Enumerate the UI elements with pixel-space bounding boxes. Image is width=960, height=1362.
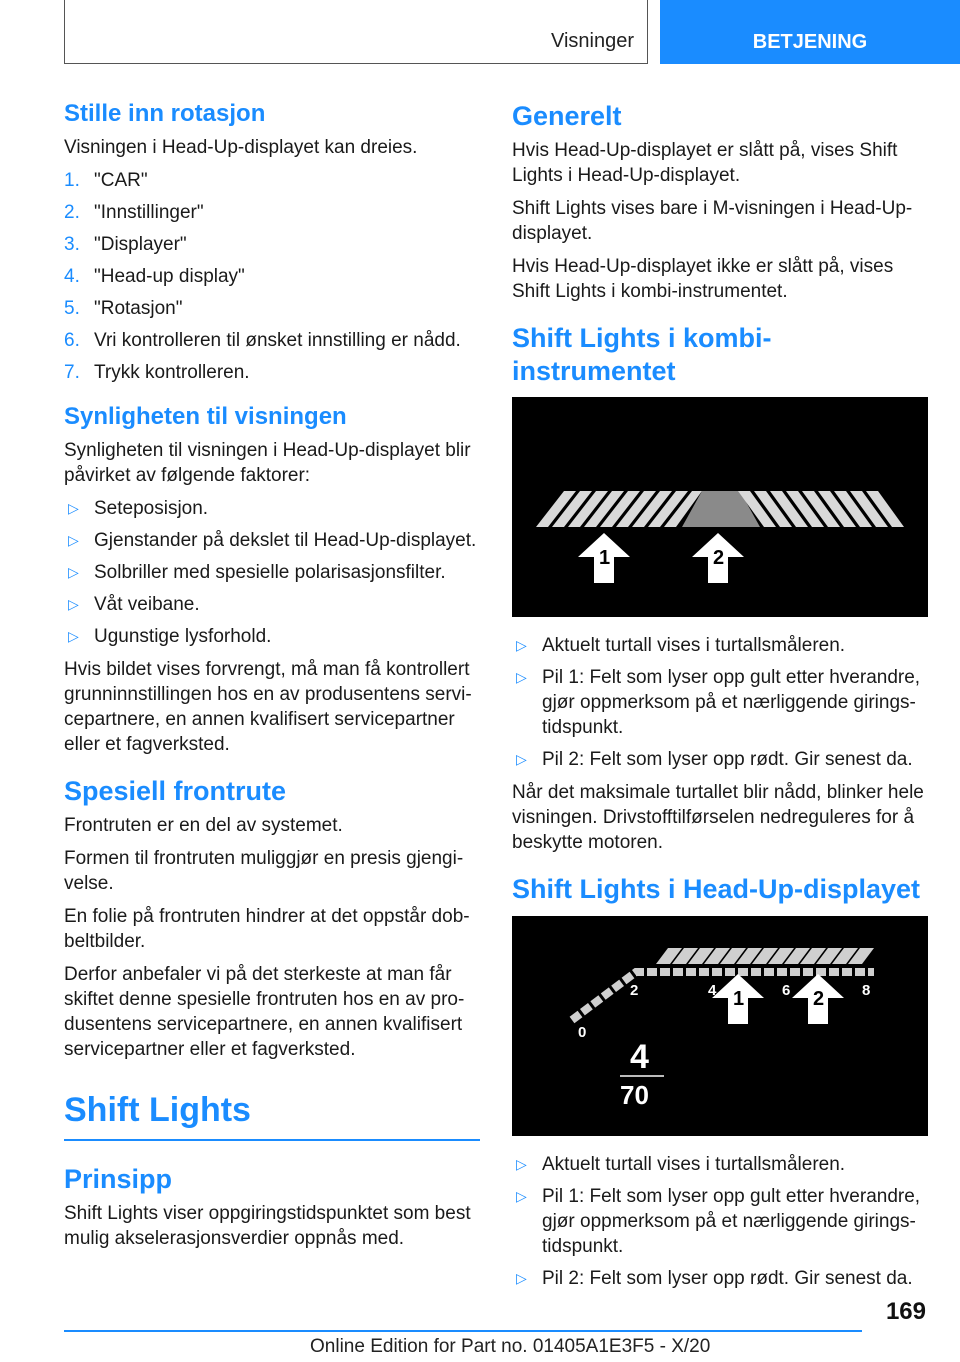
triangle-bullet-icon: ▷ [68, 595, 79, 612]
step-text: "CAR" [94, 169, 148, 191]
hud-scale-8: 8 [862, 981, 871, 999]
step-text: "Rotasjon" [94, 297, 183, 319]
hud-speed: 70 [620, 1079, 649, 1110]
left-column [64, 100, 480, 1259]
general-p2: Shift Lights vises bare i M-visningen i Head-Up-displayet. [512, 198, 913, 245]
hud-arrow-1-label: 1 [733, 987, 745, 1010]
principle-text: Shift Lights viser oppgiringstidspunktet som best mulig akselerasjonsverdier oppnås med. [64, 1203, 471, 1250]
triangle-bullet-icon: ▷ [516, 669, 527, 686]
hud-shift-lights-graphic [512, 916, 928, 1136]
rotation-heading: Stille inn rotasjon [64, 100, 266, 127]
rotation-steps [64, 168, 480, 385]
list-item [512, 1152, 928, 1177]
general-p3: Hvis Head-Up-displayet ikke er slått på, vises Shift Lights i kombi-instrumentet. [512, 256, 894, 303]
hud-list [512, 1152, 928, 1291]
general-p1: Hvis Head-Up-displayet er slått på, vises Shift Lights i Head-Up-displayet. [512, 140, 898, 187]
triangle-bullet-icon: ▷ [68, 499, 79, 516]
list-item [64, 592, 480, 617]
step-number: 1. [64, 169, 80, 191]
shift-lights-section [64, 1090, 480, 1251]
step-item [64, 200, 480, 225]
triangle-bullet-icon: ▷ [68, 531, 79, 548]
rotation-intro: Visningen i Head-Up-displayet kan dreies. [64, 136, 418, 158]
hud-gear: 4 [630, 1037, 649, 1076]
list-item-text: Pil 2: Felt som lyser opp rødt. Gir senest da. [542, 749, 913, 771]
step-item [64, 264, 480, 289]
cluster-heading: Shift Lights i kombi-instrumentet [512, 323, 772, 386]
list-item [512, 1266, 928, 1291]
general-section [512, 100, 928, 304]
header-section-title: Visninger [550, 30, 634, 52]
list-item-text: Våt veibane. [94, 593, 200, 615]
visibility-intro: Synligheten til visningen i Head-Up-displayet blir påvirket av følgende faktorer: [64, 439, 471, 486]
step-number: 5. [64, 297, 80, 319]
list-item [512, 665, 928, 740]
arrow-1-label: 1 [599, 547, 611, 570]
step-text: Trykk kontrolleren. [94, 361, 250, 383]
shift-lights-heading: Shift Lights [64, 1090, 251, 1129]
footer-rule [64, 1330, 862, 1332]
step-number: 7. [64, 361, 80, 383]
step-item [64, 296, 480, 321]
hud-scale-2: 2 [630, 981, 639, 999]
list-item [64, 624, 480, 649]
windshield-heading: Spesiell frontrute [64, 775, 287, 806]
hud-scale-4: 4 [708, 981, 717, 999]
cluster-illustration [512, 397, 928, 617]
hud-section [512, 873, 928, 1290]
step-item [64, 360, 480, 385]
edition-footer: Online Edition for Part no. 01405A1E3F5 - X/20 [310, 1336, 711, 1357]
list-item-text: Pil 2: Felt som lyser opp rødt. Gir senest da. [542, 1267, 913, 1289]
windshield-p4: Derfor anbefaler vi på det sterkeste at man får skiftet denne spesielle frontruten hos en av produsentens servicepartnere, en annen kvalifisert servicepartner eller et fagverksted. [64, 963, 465, 1060]
step-number: 4. [64, 265, 80, 287]
step-number: 3. [64, 233, 80, 255]
step-text: "Head-up display" [94, 265, 245, 287]
list-item [64, 528, 480, 553]
triangle-bullet-icon: ▷ [516, 751, 527, 768]
hud-scale-6: 6 [782, 981, 791, 999]
header-chapter-tab [660, 0, 960, 64]
cluster-shift-lights-graphic [512, 397, 928, 617]
step-number: 6. [64, 329, 80, 351]
visibility-factors [64, 496, 480, 649]
general-heading: Generelt [512, 101, 622, 131]
list-item-text: Aktuelt turtall vises i turtallsmåleren. [542, 635, 846, 657]
header-chapter-label: BETJENING [752, 31, 868, 53]
list-item [64, 560, 480, 585]
step-item [64, 328, 480, 353]
page-number: 169 [885, 1298, 926, 1325]
list-item [512, 747, 928, 772]
step-text: "Innstillinger" [94, 201, 204, 223]
heading-rule [64, 1139, 480, 1141]
hud-illustration [512, 916, 928, 1136]
list-item [512, 1184, 928, 1259]
visibility-heading: Synligheten til visningen [64, 402, 347, 430]
visibility-outro: Hvis bildet vises forvrengt, må man få kontrollert grunninnstillingen hos en av produsentens servicepartnere, en annen kvalifisert servicepartner eller et fagverksted. [64, 658, 472, 755]
step-number: 2. [64, 201, 80, 223]
list-item-text: Seteposisjon. [94, 497, 209, 519]
list-item-text: Solbriller med spesielle polarisasjonsfilter. [94, 561, 446, 583]
windshield-p2: Formen til frontruten muliggjør en presis gjengivelse. [64, 847, 464, 894]
list-item-text: Ugunstige lysforhold. [94, 625, 272, 647]
step-text: Vri kontrolleren til ønsket innstilling er nådd. [94, 329, 461, 351]
step-item [64, 232, 480, 257]
cluster-outro: Når det maksimale turtallet blir nådd, blinker hele visningen. Drivstofftilførselen nedreguleres for å beskytte motoren. [512, 782, 924, 854]
hud-arrow-2-label: 2 [813, 987, 825, 1010]
step-item [64, 168, 480, 193]
arrow-2-label: 2 [713, 547, 725, 570]
principle-heading: Prinsipp [64, 1163, 173, 1194]
rotation-section [64, 100, 480, 385]
hud-heading: Shift Lights i Head-Up-displayet [512, 874, 921, 905]
windshield-p3: En folie på frontruten hindrer at det oppstår dobbeltbilder. [64, 905, 470, 952]
hud-scale-0: 0 [578, 1023, 587, 1041]
list-item-text: Gjenstander på dekslet til Head-Up-displayet. [94, 529, 477, 551]
triangle-bullet-icon: ▷ [516, 1269, 527, 1286]
list-item-text: Pil 1: Felt som lyser opp gult etter hverandre, gjør oppmerksom på et nærliggende giringstidspunkt. [542, 667, 921, 739]
visibility-section [64, 403, 480, 757]
list-item [512, 633, 928, 658]
list-item [64, 496, 480, 521]
list-item-text: Aktuelt turtall vises i turtallsmåleren. [542, 1153, 846, 1175]
windshield-p1: Frontruten er en del av systemet. [64, 814, 343, 836]
right-column [512, 100, 928, 1299]
triangle-bullet-icon: ▷ [68, 627, 79, 644]
list-item-text: Pil 1: Felt som lyser opp gult etter hverandre, gjør oppmerksom på et nærliggende giringstidspunkt. [542, 1185, 921, 1257]
triangle-bullet-icon: ▷ [68, 563, 79, 580]
windshield-section [64, 775, 480, 1062]
step-text: "Displayer" [94, 233, 187, 255]
cluster-list [512, 633, 928, 772]
triangle-bullet-icon: ▷ [516, 1187, 527, 1204]
triangle-bullet-icon: ▷ [516, 637, 527, 654]
cluster-section [512, 322, 928, 855]
triangle-bullet-icon: ▷ [516, 1155, 527, 1172]
